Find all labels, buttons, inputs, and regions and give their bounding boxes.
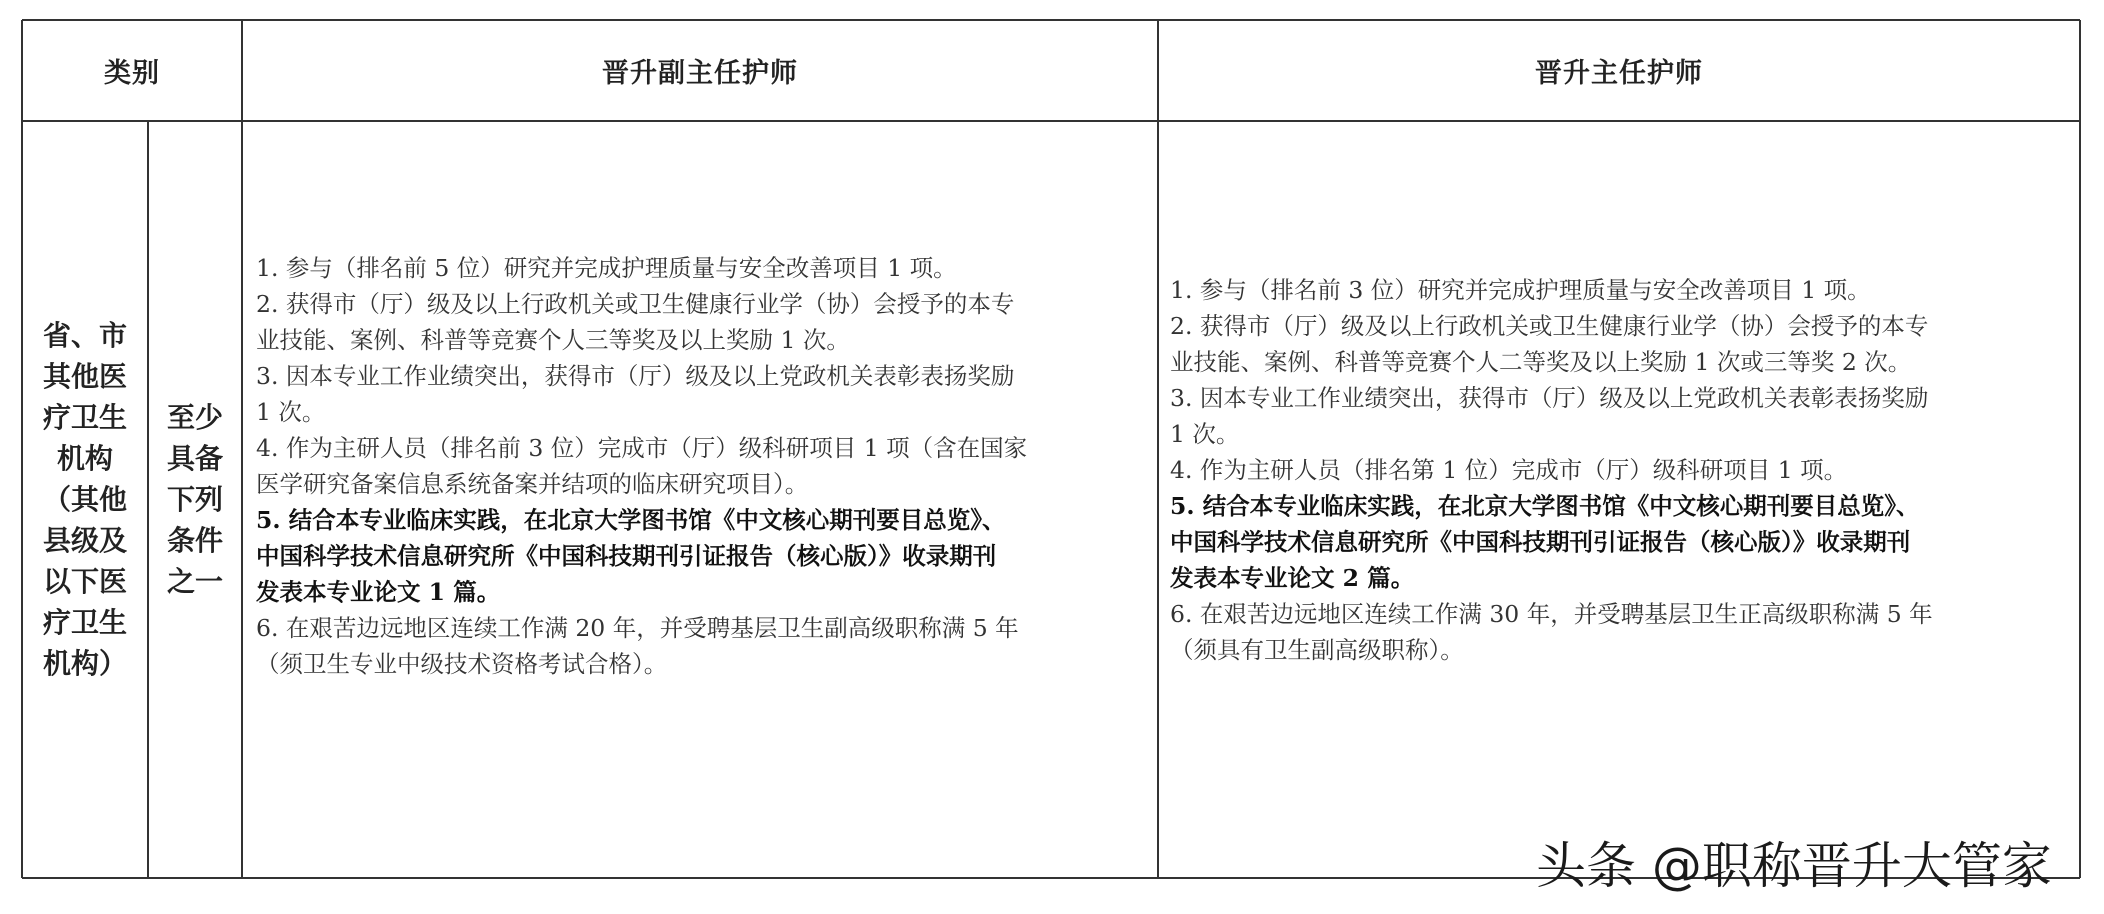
condition-line-3: 下列 bbox=[166, 483, 223, 516]
condition-requirement-cell bbox=[148, 121, 242, 878]
deputy-requirement-line-2: 2. 获得市（厅）级及以上行政机关或卫生健康行业学（协）会授予的本专 bbox=[256, 290, 1015, 318]
institution-line-8: 疗卫生 bbox=[42, 606, 127, 639]
header-category: 类别 bbox=[104, 57, 160, 89]
deputy-requirement-line-10: 发表本专业论文 1 篇。 bbox=[256, 578, 501, 606]
deputy-requirement-line-11: 6. 在艰苦边远地区连续工作满 20 年，并受聘基层卫生副高级职称满 5 年 bbox=[256, 614, 1019, 642]
deputy-requirement-line-8: 5. 结合本专业临床实践，在北京大学图书馆《中文核心期刊要目总览》、 bbox=[256, 506, 1006, 534]
chief-requirement-line-4: 3. 因本专业工作业绩突出，获得市（厅）级及以上党政机关表彰表扬奖励 bbox=[1170, 384, 1929, 412]
header-deputy-chief-nurse: 晋升副主任护师 bbox=[602, 57, 798, 89]
chief-requirements bbox=[1170, 272, 1933, 668]
chief-requirement-line-2: 2. 获得市（厅）级及以上行政机关或卫生健康行业学（协）会授予的本专 bbox=[1170, 312, 1929, 340]
condition-line-2: 具备 bbox=[166, 442, 223, 475]
deputy-requirement-line-9: 中国科学技术信息研究所《中国科技期刊引证报告（核心版）》收录期刊 bbox=[256, 542, 997, 570]
chief-requirement-line-11: （须具有卫生副高级职称）。 bbox=[1170, 636, 1464, 664]
watermark: 头条 @职称晋升大管家 bbox=[1536, 837, 2052, 895]
deputy-chief-requirements bbox=[256, 250, 1027, 682]
institution-line-9: 机构） bbox=[42, 647, 127, 680]
chief-requirement-line-6: 4. 作为主研人员（排名第 1 位）完成市（厅）级科研项目 1 项。 bbox=[1170, 456, 1848, 484]
deputy-requirement-line-6: 4. 作为主研人员（排名前 3 位）完成市（厅）级科研项目 1 项（含在国家 bbox=[256, 434, 1028, 462]
header-chief-nurse: 晋升主任护师 bbox=[1535, 57, 1703, 89]
chief-requirement-line-9: 发表本专业论文 2 篇。 bbox=[1170, 564, 1415, 592]
chief-requirement-line-3: 业技能、案例、科普等竞赛个人二等奖及以上奖励 1 次或三等奖 2 次。 bbox=[1170, 348, 1912, 376]
deputy-requirement-line-3: 业技能、案例、科普等竞赛个人三等奖及以上奖励 1 次。 bbox=[256, 326, 850, 354]
institution-line-5: （其他 bbox=[42, 483, 127, 516]
deputy-requirement-line-4: 3. 因本专业工作业绩突出，获得市（厅）级及以上党政机关表彰表扬奖励 bbox=[256, 362, 1015, 390]
institution-line-1: 省、市 bbox=[42, 319, 127, 352]
chief-requirement-line-5: 1 次。 bbox=[1170, 420, 1240, 448]
deputy-requirement-line-12: （须卫生专业中级技术资格考试合格）。 bbox=[256, 650, 668, 678]
institution-line-6: 县级及 bbox=[42, 524, 127, 557]
condition-line-5: 之一 bbox=[166, 565, 223, 598]
chief-requirement-line-8: 中国科学技术信息研究所《中国科技期刊引证报告（核心版）》收录期刊 bbox=[1170, 528, 1911, 556]
institution-line-4: 机构 bbox=[56, 442, 113, 475]
chief-requirement-line-1: 1. 参与（排名前 3 位）研究并完成护理质量与安全改善项目 1 项。 bbox=[1170, 276, 1871, 304]
chief-requirement-line-10: 6. 在艰苦边远地区连续工作满 30 年，并受聘基层卫生正高级职称满 5 年 bbox=[1170, 600, 1933, 628]
condition-line-4: 条件 bbox=[166, 524, 223, 557]
chief-requirement-line-7: 5. 结合本专业临床实践，在北京大学图书馆《中文核心期刊要目总览》、 bbox=[1170, 492, 1920, 520]
institution-line-2: 其他医 bbox=[42, 360, 127, 393]
deputy-requirement-line-7: 医学研究备案信息系统备案并结项的临床研究项目）。 bbox=[256, 470, 809, 498]
institution-type-cell bbox=[22, 121, 148, 878]
institution-line-3: 疗卫生 bbox=[42, 401, 127, 434]
institution-line-7: 以下医 bbox=[42, 565, 127, 598]
deputy-requirement-line-1: 1. 参与（排名前 5 位）研究并完成护理质量与安全改善项目 1 项。 bbox=[256, 254, 957, 282]
condition-line-1: 至少 bbox=[166, 401, 223, 434]
deputy-requirement-line-5: 1 次。 bbox=[256, 398, 326, 426]
